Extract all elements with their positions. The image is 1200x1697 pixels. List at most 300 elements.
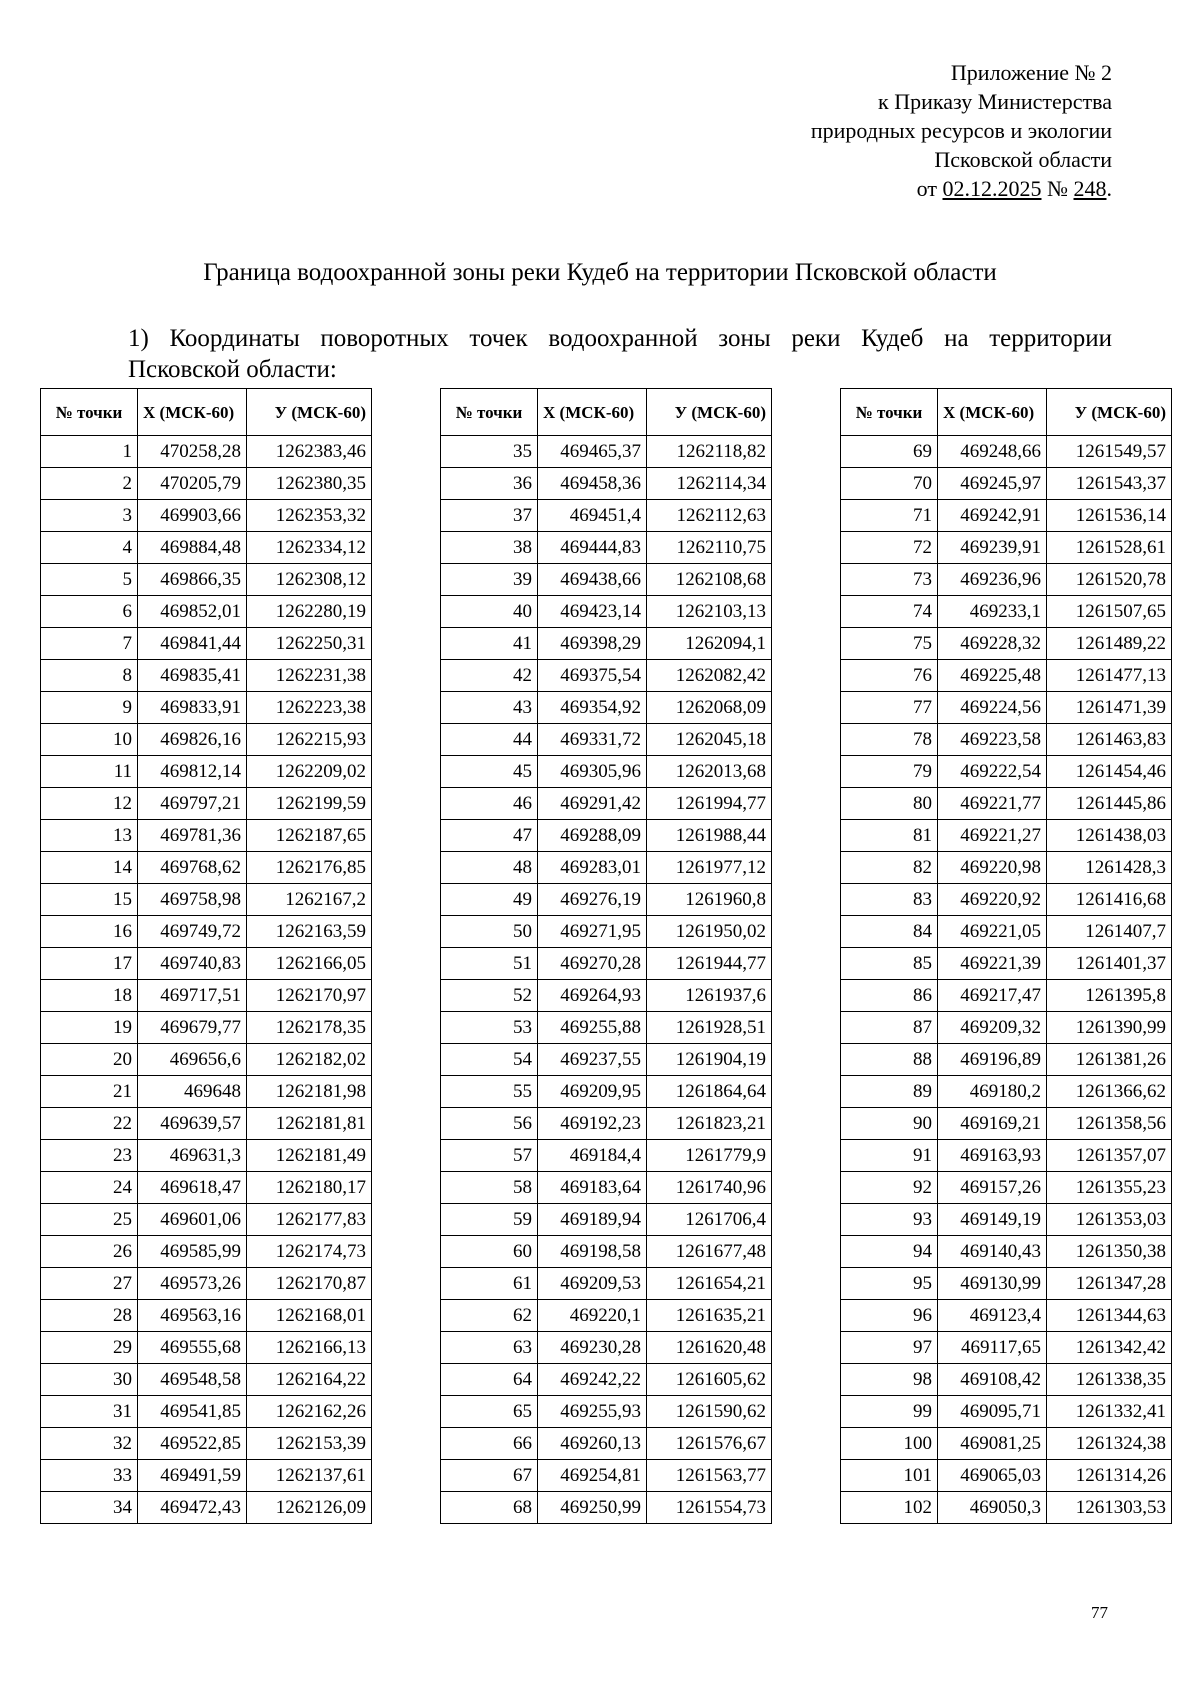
point-number-cell: 80 xyxy=(841,788,938,820)
x-cell: 469209,95 xyxy=(538,1076,647,1108)
point-number-cell: 92 xyxy=(841,1172,938,1204)
section-word: на xyxy=(944,325,969,352)
table-row xyxy=(441,596,772,628)
y-cell: 1262153,39 xyxy=(247,1428,372,1460)
x-cell: 469228,32 xyxy=(938,628,1047,660)
point-number-cell: 77 xyxy=(841,692,938,724)
x-cell: 469884,48 xyxy=(138,532,247,564)
table-row xyxy=(441,1396,772,1428)
x-cell: 470258,28 xyxy=(138,436,247,468)
table-row xyxy=(441,852,772,884)
table-row xyxy=(41,468,372,500)
y-cell: 1262353,32 xyxy=(247,500,372,532)
table-row xyxy=(441,468,772,500)
point-number-cell: 25 xyxy=(41,1204,138,1236)
x-cell: 469149,19 xyxy=(938,1204,1047,1236)
y-cell: 1261620,48 xyxy=(647,1332,772,1364)
point-number-cell: 86 xyxy=(841,980,938,1012)
y-cell: 1261381,26 xyxy=(1047,1044,1172,1076)
table-row xyxy=(41,1300,372,1332)
section-word: поворотных xyxy=(320,325,449,352)
point-number-cell: 84 xyxy=(841,916,938,948)
point-number-cell: 100 xyxy=(841,1428,938,1460)
point-number-cell: 70 xyxy=(841,468,938,500)
x-cell: 469255,88 xyxy=(538,1012,647,1044)
table-row xyxy=(441,1300,772,1332)
table-row xyxy=(441,1268,772,1300)
y-cell: 1262082,42 xyxy=(647,660,772,692)
point-number-cell: 76 xyxy=(841,660,938,692)
point-number-cell: 101 xyxy=(841,1460,938,1492)
y-cell: 1261342,42 xyxy=(1047,1332,1172,1364)
table-row xyxy=(41,564,372,596)
point-number-cell: 47 xyxy=(441,820,538,852)
document-title: Граница водоохранной зоны реки Кудеб на территории Псковской области xyxy=(203,259,997,286)
x-cell: 469217,47 xyxy=(938,980,1047,1012)
point-number-cell: 98 xyxy=(841,1364,938,1396)
table-row xyxy=(841,1332,1172,1364)
table-row xyxy=(841,1140,1172,1172)
appendix-line-4: Псковской области xyxy=(934,147,1112,172)
table-row xyxy=(841,1236,1172,1268)
point-number-cell: 41 xyxy=(441,628,538,660)
point-number-cell: 18 xyxy=(41,980,138,1012)
point-number-cell: 81 xyxy=(841,820,938,852)
y-cell: 1261706,4 xyxy=(647,1204,772,1236)
x-cell: 469740,83 xyxy=(138,948,247,980)
y-cell: 1262176,85 xyxy=(247,852,372,884)
x-cell: 469354,92 xyxy=(538,692,647,724)
page-number: 77 xyxy=(1091,1603,1108,1622)
x-cell: 469491,59 xyxy=(138,1460,247,1492)
y-cell: 1261994,77 xyxy=(647,788,772,820)
y-cell: 1261314,26 xyxy=(1047,1460,1172,1492)
table-row xyxy=(41,1396,372,1428)
table-row xyxy=(41,500,372,532)
point-number-cell: 75 xyxy=(841,628,938,660)
table-row xyxy=(441,1108,772,1140)
table-row xyxy=(41,1172,372,1204)
point-number-cell: 37 xyxy=(441,500,538,532)
section-word: 1) xyxy=(128,325,149,352)
point-number-cell: 91 xyxy=(841,1140,938,1172)
x-cell: 469189,94 xyxy=(538,1204,647,1236)
y-cell: 1262280,19 xyxy=(247,596,372,628)
x-cell: 469220,98 xyxy=(938,852,1047,884)
table-row xyxy=(841,948,1172,980)
x-cell: 469438,66 xyxy=(538,564,647,596)
y-cell: 1261407,7 xyxy=(1047,916,1172,948)
point-number-cell: 83 xyxy=(841,884,938,916)
x-cell: 469183,64 xyxy=(538,1172,647,1204)
x-cell: 469222,54 xyxy=(938,756,1047,788)
appendix-header xyxy=(652,58,1112,203)
y-cell: 1262068,09 xyxy=(647,692,772,724)
x-cell: 469130,99 xyxy=(938,1268,1047,1300)
point-number-cell: 7 xyxy=(41,628,138,660)
y-cell: 1261960,8 xyxy=(647,884,772,916)
x-cell: 469255,93 xyxy=(538,1396,647,1428)
header-point-number: № точки xyxy=(841,389,938,436)
table-row xyxy=(841,1492,1172,1524)
point-number-cell: 29 xyxy=(41,1332,138,1364)
x-cell: 469180,2 xyxy=(938,1076,1047,1108)
point-number-cell: 2 xyxy=(41,468,138,500)
point-number-cell: 73 xyxy=(841,564,938,596)
table-row xyxy=(41,1140,372,1172)
x-cell: 469852,01 xyxy=(138,596,247,628)
x-cell: 469233,1 xyxy=(938,596,1047,628)
table-row xyxy=(441,1140,772,1172)
y-cell: 1262162,26 xyxy=(247,1396,372,1428)
x-cell: 469458,36 xyxy=(538,468,647,500)
x-cell: 469123,4 xyxy=(938,1300,1047,1332)
point-number-cell: 50 xyxy=(441,916,538,948)
y-cell: 1262181,49 xyxy=(247,1140,372,1172)
y-cell: 1262166,05 xyxy=(247,948,372,980)
table-row xyxy=(841,692,1172,724)
table-row xyxy=(841,788,1172,820)
point-number-cell: 38 xyxy=(441,532,538,564)
point-number-cell: 68 xyxy=(441,1492,538,1524)
point-number-cell: 54 xyxy=(441,1044,538,1076)
x-cell: 469254,81 xyxy=(538,1460,647,1492)
point-number-cell: 16 xyxy=(41,916,138,948)
x-cell: 469812,14 xyxy=(138,756,247,788)
x-cell: 469903,66 xyxy=(138,500,247,532)
x-cell: 469163,93 xyxy=(938,1140,1047,1172)
table-row xyxy=(441,980,772,1012)
point-number-cell: 102 xyxy=(841,1492,938,1524)
y-cell: 1261463,83 xyxy=(1047,724,1172,756)
point-number-cell: 40 xyxy=(441,596,538,628)
x-cell: 469283,01 xyxy=(538,852,647,884)
y-cell: 1261390,99 xyxy=(1047,1012,1172,1044)
point-number-cell: 19 xyxy=(41,1012,138,1044)
x-cell: 469648 xyxy=(138,1076,247,1108)
x-cell: 469209,32 xyxy=(938,1012,1047,1044)
x-cell: 469196,89 xyxy=(938,1044,1047,1076)
point-number-cell: 44 xyxy=(441,724,538,756)
order-number: 248 xyxy=(1073,176,1107,201)
x-cell: 469223,58 xyxy=(938,724,1047,756)
point-number-cell: 27 xyxy=(41,1268,138,1300)
table-row xyxy=(41,756,372,788)
y-cell: 1261489,22 xyxy=(1047,628,1172,660)
table-row xyxy=(441,1172,772,1204)
x-cell: 469140,43 xyxy=(938,1236,1047,1268)
table-row xyxy=(41,1076,372,1108)
x-cell: 469833,91 xyxy=(138,692,247,724)
point-number-cell: 53 xyxy=(441,1012,538,1044)
point-number-cell: 94 xyxy=(841,1236,938,1268)
y-cell: 1261353,03 xyxy=(1047,1204,1172,1236)
point-number-cell: 48 xyxy=(441,852,538,884)
y-cell: 1261904,19 xyxy=(647,1044,772,1076)
y-cell: 1262231,38 xyxy=(247,660,372,692)
table-row xyxy=(841,628,1172,660)
point-number-cell: 96 xyxy=(841,1300,938,1332)
x-cell: 469169,21 xyxy=(938,1108,1047,1140)
table-row xyxy=(41,1012,372,1044)
x-cell: 469081,25 xyxy=(938,1428,1047,1460)
table-row xyxy=(841,1108,1172,1140)
table-row xyxy=(441,1428,772,1460)
y-cell: 1262250,31 xyxy=(247,628,372,660)
table-row xyxy=(41,532,372,564)
y-cell: 1262114,34 xyxy=(647,468,772,500)
coordinates-table-3 xyxy=(840,388,1172,1524)
coordinates-table-2 xyxy=(440,388,772,1524)
y-cell: 1262094,1 xyxy=(647,628,772,660)
table-row xyxy=(441,1460,772,1492)
y-cell: 1261677,48 xyxy=(647,1236,772,1268)
appendix-date-line xyxy=(652,174,1112,203)
point-number-cell: 62 xyxy=(441,1300,538,1332)
point-number-cell: 51 xyxy=(441,948,538,980)
point-number-cell: 33 xyxy=(41,1460,138,1492)
table-row xyxy=(41,1204,372,1236)
point-number-cell: 90 xyxy=(841,1108,938,1140)
y-cell: 1261654,21 xyxy=(647,1268,772,1300)
section-word: территории xyxy=(989,325,1112,352)
x-cell: 469237,55 xyxy=(538,1044,647,1076)
point-number-cell: 63 xyxy=(441,1332,538,1364)
point-number-cell: 79 xyxy=(841,756,938,788)
y-cell: 1261635,21 xyxy=(647,1300,772,1332)
point-number-cell: 82 xyxy=(841,852,938,884)
y-cell: 1262187,65 xyxy=(247,820,372,852)
order-date: 02.12.2025 xyxy=(942,176,1042,201)
y-cell: 1262223,38 xyxy=(247,692,372,724)
x-cell: 469095,71 xyxy=(938,1396,1047,1428)
y-cell: 1262167,2 xyxy=(247,884,372,916)
y-cell: 1262164,22 xyxy=(247,1364,372,1396)
y-cell: 1261528,61 xyxy=(1047,532,1172,564)
table-row xyxy=(841,660,1172,692)
y-cell: 1261549,57 xyxy=(1047,436,1172,468)
table-row xyxy=(41,1492,372,1524)
y-cell: 1262178,35 xyxy=(247,1012,372,1044)
x-cell: 469522,85 xyxy=(138,1428,247,1460)
y-cell: 1262118,82 xyxy=(647,436,772,468)
point-number-cell: 39 xyxy=(441,564,538,596)
point-number-cell: 20 xyxy=(41,1044,138,1076)
header-x: X (МСК-60) xyxy=(538,389,647,436)
y-cell: 1262013,68 xyxy=(647,756,772,788)
point-number-cell: 8 xyxy=(41,660,138,692)
table-row xyxy=(41,916,372,948)
table-row xyxy=(841,436,1172,468)
x-cell: 469108,42 xyxy=(938,1364,1047,1396)
point-number-cell: 14 xyxy=(41,852,138,884)
x-cell: 469749,72 xyxy=(138,916,247,948)
point-number-cell: 43 xyxy=(441,692,538,724)
point-number-cell: 58 xyxy=(441,1172,538,1204)
y-cell: 1261338,35 xyxy=(1047,1364,1172,1396)
x-cell: 469331,72 xyxy=(538,724,647,756)
x-cell: 469601,06 xyxy=(138,1204,247,1236)
table-row xyxy=(841,1396,1172,1428)
point-number-cell: 13 xyxy=(41,820,138,852)
x-cell: 469768,62 xyxy=(138,852,247,884)
x-cell: 469291,42 xyxy=(538,788,647,820)
table-row xyxy=(841,1268,1172,1300)
x-cell: 469758,98 xyxy=(138,884,247,916)
x-cell: 469375,54 xyxy=(538,660,647,692)
point-number-cell: 52 xyxy=(441,980,538,1012)
y-cell: 1262045,18 xyxy=(647,724,772,756)
table-row xyxy=(41,1268,372,1300)
point-number-cell: 9 xyxy=(41,692,138,724)
y-cell: 1261347,28 xyxy=(1047,1268,1172,1300)
table-row xyxy=(441,1236,772,1268)
x-cell: 469242,91 xyxy=(938,500,1047,532)
x-cell: 469225,48 xyxy=(938,660,1047,692)
x-cell: 469260,13 xyxy=(538,1428,647,1460)
y-cell: 1261823,21 xyxy=(647,1108,772,1140)
y-cell: 1262177,83 xyxy=(247,1204,372,1236)
x-cell: 469270,28 xyxy=(538,948,647,980)
point-number-cell: 49 xyxy=(441,884,538,916)
point-number-cell: 32 xyxy=(41,1428,138,1460)
x-cell: 469679,77 xyxy=(138,1012,247,1044)
x-cell: 469271,95 xyxy=(538,916,647,948)
point-number-cell: 59 xyxy=(441,1204,538,1236)
x-cell: 469541,85 xyxy=(138,1396,247,1428)
point-number-cell: 30 xyxy=(41,1364,138,1396)
x-cell: 469563,16 xyxy=(138,1300,247,1332)
y-cell: 1261988,44 xyxy=(647,820,772,852)
table-row xyxy=(841,916,1172,948)
point-number-cell: 67 xyxy=(441,1460,538,1492)
y-cell: 1262182,02 xyxy=(247,1044,372,1076)
table-row xyxy=(841,756,1172,788)
y-cell: 1261507,65 xyxy=(1047,596,1172,628)
x-cell: 469239,91 xyxy=(938,532,1047,564)
x-cell: 469221,27 xyxy=(938,820,1047,852)
y-cell: 1261543,37 xyxy=(1047,468,1172,500)
y-cell: 1261605,62 xyxy=(647,1364,772,1396)
table-row xyxy=(841,980,1172,1012)
table-row xyxy=(841,1172,1172,1204)
point-number-cell: 3 xyxy=(41,500,138,532)
point-number-cell: 95 xyxy=(841,1268,938,1300)
point-number-cell: 46 xyxy=(441,788,538,820)
table-row xyxy=(41,1044,372,1076)
x-cell: 469220,92 xyxy=(938,884,1047,916)
y-cell: 1261590,62 xyxy=(647,1396,772,1428)
section-word: зоны xyxy=(718,325,771,352)
header-y: У (МСК-60) xyxy=(647,389,772,436)
table-row xyxy=(841,1460,1172,1492)
table-row xyxy=(441,500,772,532)
point-number-cell: 6 xyxy=(41,596,138,628)
x-cell: 470205,79 xyxy=(138,468,247,500)
x-cell: 469276,19 xyxy=(538,884,647,916)
table-row xyxy=(41,1460,372,1492)
y-cell: 1261864,64 xyxy=(647,1076,772,1108)
point-number-cell: 42 xyxy=(441,660,538,692)
y-cell: 1261355,23 xyxy=(1047,1172,1172,1204)
y-cell: 1262181,81 xyxy=(247,1108,372,1140)
x-cell: 469236,96 xyxy=(938,564,1047,596)
x-cell: 469423,14 xyxy=(538,596,647,628)
y-cell: 1261454,46 xyxy=(1047,756,1172,788)
x-cell: 469224,56 xyxy=(938,692,1047,724)
point-number-cell: 34 xyxy=(41,1492,138,1524)
table-row xyxy=(841,564,1172,596)
table-row xyxy=(41,1236,372,1268)
table-row xyxy=(441,724,772,756)
point-number-cell: 5 xyxy=(41,564,138,596)
table-row xyxy=(41,660,372,692)
point-number-cell: 21 xyxy=(41,1076,138,1108)
x-cell: 469157,26 xyxy=(938,1172,1047,1204)
table-row xyxy=(41,596,372,628)
y-cell: 1261477,13 xyxy=(1047,660,1172,692)
appendix-line-3: природных ресурсов и экологии xyxy=(810,118,1112,143)
x-cell: 469555,68 xyxy=(138,1332,247,1364)
x-cell: 469209,53 xyxy=(538,1268,647,1300)
y-cell: 1261944,77 xyxy=(647,948,772,980)
y-cell: 1262170,97 xyxy=(247,980,372,1012)
y-cell: 1261357,07 xyxy=(1047,1140,1172,1172)
header-point-number: № точки xyxy=(441,389,538,436)
table-row xyxy=(41,436,372,468)
y-cell: 1261332,41 xyxy=(1047,1396,1172,1428)
table-row xyxy=(841,532,1172,564)
table-row xyxy=(441,1364,772,1396)
table-row xyxy=(841,1044,1172,1076)
point-number-cell: 69 xyxy=(841,436,938,468)
table-row xyxy=(41,1428,372,1460)
y-cell: 1261563,77 xyxy=(647,1460,772,1492)
point-number-cell: 35 xyxy=(441,436,538,468)
y-cell: 1262166,13 xyxy=(247,1332,372,1364)
y-cell: 1261740,96 xyxy=(647,1172,772,1204)
x-cell: 469248,66 xyxy=(938,436,1047,468)
x-cell: 469050,3 xyxy=(938,1492,1047,1524)
table-row xyxy=(841,820,1172,852)
header-x: X (МСК-60) xyxy=(938,389,1047,436)
table-row xyxy=(41,724,372,756)
y-cell: 1261576,67 xyxy=(647,1428,772,1460)
y-cell: 1262215,93 xyxy=(247,724,372,756)
table-row xyxy=(441,1332,772,1364)
x-cell: 469573,26 xyxy=(138,1268,247,1300)
y-cell: 1261928,51 xyxy=(647,1012,772,1044)
x-cell: 469221,39 xyxy=(938,948,1047,980)
table-row xyxy=(841,1364,1172,1396)
x-cell: 469221,77 xyxy=(938,788,1047,820)
point-number-cell: 28 xyxy=(41,1300,138,1332)
table-row xyxy=(841,884,1172,916)
point-number-cell: 93 xyxy=(841,1204,938,1236)
point-number-cell: 4 xyxy=(41,532,138,564)
x-cell: 469781,36 xyxy=(138,820,247,852)
x-cell: 469117,65 xyxy=(938,1332,1047,1364)
y-cell: 1261779,9 xyxy=(647,1140,772,1172)
point-number-cell: 57 xyxy=(441,1140,538,1172)
x-cell: 469065,03 xyxy=(938,1460,1047,1492)
point-number-cell: 11 xyxy=(41,756,138,788)
table-row xyxy=(441,660,772,692)
x-cell: 469841,44 xyxy=(138,628,247,660)
x-cell: 469184,4 xyxy=(538,1140,647,1172)
table-row xyxy=(41,980,372,1012)
x-cell: 469192,23 xyxy=(538,1108,647,1140)
